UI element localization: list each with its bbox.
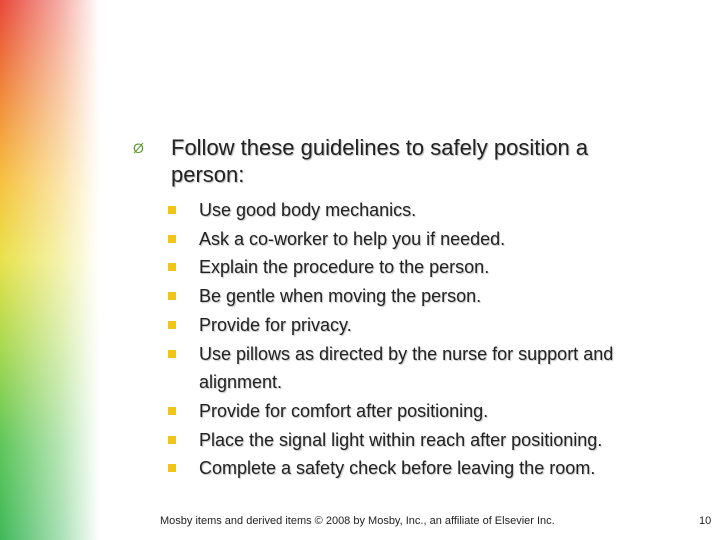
square-bullet-icon xyxy=(168,292,176,300)
list-item-text: Provide for privacy. xyxy=(199,314,352,335)
list-item xyxy=(165,253,665,282)
guideline-list xyxy=(165,196,665,483)
square-bullet-icon xyxy=(168,407,176,415)
list-item-text: Ask a co-worker to help you if needed. xyxy=(199,228,506,249)
list-item-text: Provide for comfort after positioning. xyxy=(199,400,489,421)
list-item xyxy=(165,454,665,483)
list-item xyxy=(165,196,665,225)
list-item-text: Explain the procedure to the person. xyxy=(199,257,490,278)
square-bullet-icon xyxy=(168,263,176,271)
list-item xyxy=(165,225,665,254)
copyright-footer: Mosby items and derived items © 2008 by Mosby, Inc., an affiliate of Elsevier Inc. xyxy=(160,515,555,527)
list-item-text: Use good body mechanics. xyxy=(199,200,417,220)
square-bullet-icon xyxy=(168,436,176,444)
square-bullet-icon xyxy=(168,321,176,329)
list-item xyxy=(165,282,665,311)
arrow-bullet-icon: Ø xyxy=(133,140,144,156)
square-bullet-icon xyxy=(168,235,176,243)
square-bullet-icon xyxy=(168,350,176,358)
list-item-text: Be gentle when moving the person. xyxy=(199,286,482,307)
list-item xyxy=(165,311,665,340)
list-item xyxy=(165,426,665,455)
square-bullet-icon xyxy=(168,464,176,472)
list-item-text: Place the signal light within reach after positioning. xyxy=(199,429,603,450)
list-item-text: Complete a safety check before leaving the room. xyxy=(199,458,596,479)
list-item-text: Use pillows as directed by the nurse for support and alignment. xyxy=(199,343,614,393)
square-bullet-icon xyxy=(168,206,176,214)
list-item xyxy=(165,397,665,426)
slide-heading: Follow these guidelines to safely position a person: xyxy=(171,135,589,187)
list-item xyxy=(165,340,665,397)
page-number: 10 xyxy=(699,515,712,527)
